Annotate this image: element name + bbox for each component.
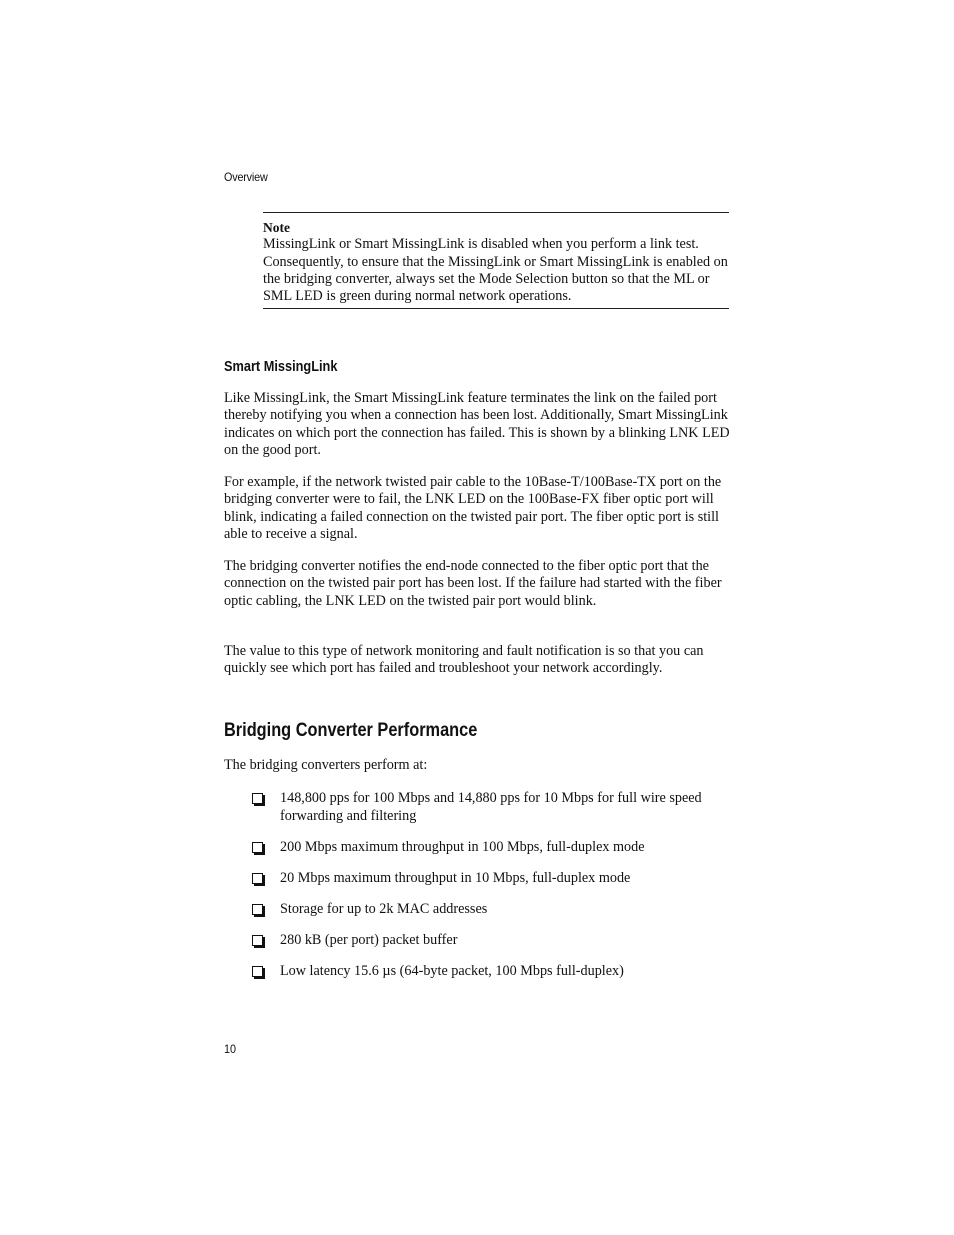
list-item-text: 20 Mbps maximum throughput in 10 Mbps, full-duplex mode	[280, 869, 631, 886]
performance-heading: Bridging Converter Performance	[224, 720, 478, 741]
list-item	[252, 932, 732, 950]
running-header: Overview	[224, 170, 268, 184]
paragraph: The value to this type of network monitoring and fault notification is so that you can quickly see which port has failed and troubleshoot your network accordingly.	[224, 643, 704, 677]
performance-intro: The bridging converters perform at:	[224, 757, 428, 773]
paragraph: Like MissingLink, the Smart MissingLink feature terminates the link on the failed port thereby notifying you when a connection has been lost. Additionally, Smart MissingLink indicates on which port the connection has failed. This is shown by a blinking LNK LED on the good port.	[224, 390, 730, 458]
checkbox-bullet-icon	[252, 904, 263, 915]
list-item-text: Low latency 15.6 µs (64-byte packet, 100 Mbps full-duplex)	[280, 962, 624, 979]
smart-missinglink-heading: Smart MissingLink	[224, 359, 338, 375]
performance-list	[252, 790, 732, 994]
list-item-text: Storage for up to 2k MAC addresses	[280, 900, 488, 917]
list-item-text: 200 Mbps maximum throughput in 100 Mbps, full-duplex mode	[280, 838, 645, 855]
note-text: MissingLink or Smart MissingLink is disabled when you perform a link test. Consequently, to ensure that the MissingLink or Smart MissingLink is enabled on the bridging converter, always set the Mode Selection button so that the ML or SML LED is green during normal network operations.	[263, 236, 728, 305]
note-box	[263, 212, 729, 309]
list-item	[252, 839, 732, 857]
paragraph: The bridging converter notifies the end-node connected to the fiber optic port that the connection on the twisted pair port has been lost. If the failure had started with the fiber optic cabling, the LNK LED on the twisted pair port would blink.	[224, 558, 722, 609]
paragraph: For example, if the network twisted pair cable to the 10Base-T/100Base-TX port on the bridging converter were to fail, the LNK LED on the 100Base-FX fiber optic port will blink, indicating a failed connection on the twisted pair port. The fiber optic port is still able to receive a signal.	[224, 474, 722, 542]
list-item	[252, 963, 732, 981]
note-title: Note	[263, 220, 290, 235]
list-item-text: 280 kB (per port) packet buffer	[280, 931, 458, 948]
list-item-text: 148,800 pps for 100 Mbps and 14,880 pps for 10 Mbps for full wire speed forwarding and filtering	[280, 790, 702, 824]
page-number: 10	[224, 1042, 237, 1056]
checkbox-bullet-icon	[252, 873, 263, 884]
checkbox-bullet-icon	[252, 935, 263, 946]
checkbox-bullet-icon	[252, 793, 263, 804]
checkbox-bullet-icon	[252, 842, 263, 853]
checkbox-bullet-icon	[252, 966, 263, 977]
list-item	[252, 790, 732, 825]
list-item	[252, 870, 732, 888]
list-item	[252, 901, 732, 919]
